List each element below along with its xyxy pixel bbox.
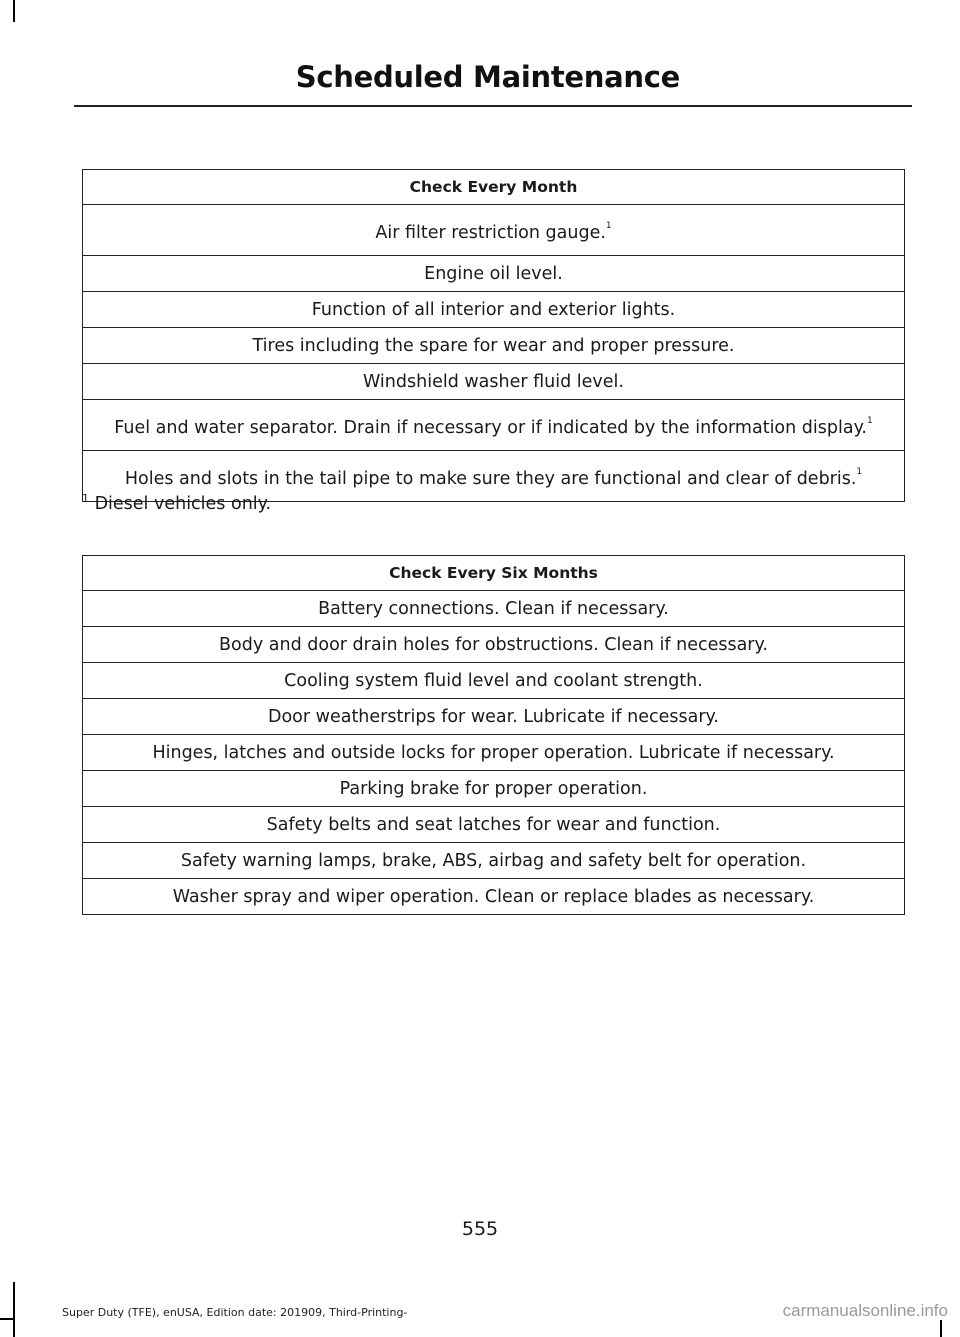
header-rule bbox=[74, 105, 912, 107]
table-row: Body and door drain holes for obstructions. Clean if necessary. bbox=[83, 627, 905, 663]
check-every-month-table bbox=[82, 169, 905, 502]
table-heading: Check Every Six Months bbox=[83, 556, 905, 591]
crop-mark-bottom-left-horizontal bbox=[0, 1318, 14, 1320]
table-row: Parking brake for proper operation. bbox=[83, 771, 905, 807]
crop-mark-bottom-right bbox=[940, 1320, 942, 1337]
edition-info: Super Duty (TFE), enUSA, Edition date: 201909, Third-Printing- bbox=[62, 1306, 408, 1319]
table-row: Door weatherstrips for wear. Lubricate if necessary. bbox=[83, 699, 905, 735]
table-row: Tires including the spare for wear and proper pressure. bbox=[83, 328, 905, 364]
table-row: Air filter restriction gauge.$^1$ bbox=[83, 205, 905, 256]
page-number: 555 bbox=[461, 1218, 499, 1240]
table-row: Windshield washer fluid level. bbox=[83, 364, 905, 400]
table-row: Cooling system fluid level and coolant strength. bbox=[83, 663, 905, 699]
table-row: Function of all interior and exterior lights. bbox=[83, 292, 905, 328]
table-heading: Check Every Month bbox=[83, 170, 905, 205]
footnote-ref: 1 bbox=[867, 416, 873, 426]
table-row: Engine oil level. bbox=[83, 256, 905, 292]
table-row: Hinges, latches and outside locks for proper operation. Lubricate if necessary. bbox=[83, 735, 905, 771]
table-row: Washer spray and wiper operation. Clean or replace blades as necessary. bbox=[83, 879, 905, 915]
check-every-six-months-table bbox=[82, 555, 905, 915]
watermark-link[interactable]: carmanualsonline.info bbox=[782, 1301, 948, 1320]
footnote-ref: 1 bbox=[856, 467, 863, 477]
table-row: Safety belts and seat latches for wear and function. bbox=[83, 807, 905, 843]
table-row: Battery connections. Clean if necessary. bbox=[83, 591, 905, 627]
footnote: $^1$ Diesel vehicles only. bbox=[82, 492, 272, 514]
footnote-mark: 1 bbox=[82, 492, 89, 505]
page-title: Scheduled Maintenance bbox=[295, 60, 680, 94]
crop-mark-top-left bbox=[13, 0, 15, 22]
table-row: Fuel and water separator. Drain if necessary or if indicated by the information display.$^1$ bbox=[83, 400, 905, 451]
footnote-ref: 1 bbox=[605, 221, 612, 231]
table-row: Safety warning lamps, brake, ABS, airbag and safety belt for operation. bbox=[83, 843, 905, 879]
crop-mark-bottom-left bbox=[13, 1282, 15, 1337]
table-row: Holes and slots in the tail pipe to make sure they are functional and clear of debris.$^1$ bbox=[83, 451, 905, 502]
